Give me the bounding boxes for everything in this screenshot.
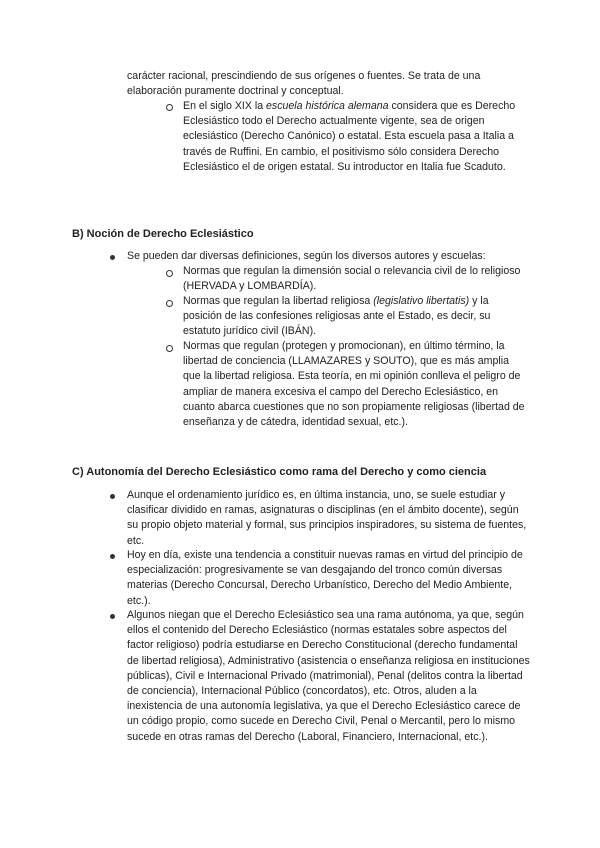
hollow-bullet-icon xyxy=(166,270,173,277)
section-b-sub-item-2: Normas que regulan la libertad religiosa (legislativo libertatis) y la posición de las confesiones religiosas ante el Estado, es decir, su estatuto jurídico civil (IBÁN). xyxy=(183,295,491,338)
section-b-sub-item-1: Normas que regulan la dimensión social o relevancia civil de lo religioso (HERVADA y LOMBARDÍA). xyxy=(183,265,521,293)
solid-bullet-icon xyxy=(110,494,115,499)
section-b-sub-item-3: Normas que regulan (protegen y promocionan), en último término, la libertad de conciencia (LLAMAZARES y SOUTO), que es más amplia que la libertad religiosa. Esta teoría, en mi opinión conlleva el peligro de ampliar de manera excesiva el campo del Derecho Eclesiástico, en cuanto abarca cuestiones que no son propiamente religiosas (libertad de enseñanza y de cátedra, identidad sexual, etc.). xyxy=(183,340,525,429)
section-c-bullet-3: Algunos niegan que el Derecho Eclesiástico sea una rama autónoma, ya que, según ellos el contenido del Derecho Eclesiástico (normas estatales sobre aspectos del factor religioso) podría estudiarse en Derecho Constitucional (derecho fundamental de libertad religiosa), Administrativo (asistencia o enseñanza religiosa en instituciones públicas), Civil e Internacional Privado (matrimonial), Penal (delitos contra la libertad de conciencia), Internacional Público (concordatos), etc. Otros, aluden a la inexistencia de una autonomía legislativa, ya que el Derecho Eclesiástico carece de un código propio, como sucede en Derecho Civil, Penal o Mercantil, pero lo mismo sucede en otras ramas del Derecho (Laboral, Financiero, Internacional, etc.). xyxy=(127,609,530,743)
section-c-bullet-1: Aunque el ordenamiento jurídico es, en última instancia, uno, se suele estudiar y clasificar dividido en ramas, asignaturas o disciplinas (en el ámbito docente), según su propio objeto material y formal, sus principios inspiradores, su sistema de fuentes, etc. xyxy=(127,489,527,547)
section-b-bullet: Se pueden dar diversas definiciones, según los diversos autores y escuelas: xyxy=(127,250,486,262)
intro-continuation: carácter racional, prescindiendo de sus orígenes o fuentes. Se trata de una elaboración puramente doctrinal y conceptual. xyxy=(127,70,481,98)
intro-sub-item: En el siglo XIX la escuela histórica alemana considera que es Derecho Eclesiástico todo el Derecho actualmente vigente, sea de origen eclesiástico (Derecho Canónico) o estatal. Esta escuela pasa a Italia a través de Ruffini. En cambio, el positivismo sólo considera Derecho Eclesiástico el de origen estatal. Su introductor en Italia fue Scaduto. xyxy=(183,100,516,173)
section-c-heading: C) Autonomía del Derecho Eclesiástico como rama del Derecho y como ciencia xyxy=(72,466,487,478)
section-b-heading: B) Noción de Derecho Eclesiástico xyxy=(72,228,254,240)
section-c-bullet-2: Hoy en día, existe una tendencia a constituir nuevas ramas en virtud del principio de especialización: progresivamente se van desgajando del tronco común diversas materias (Derecho Concursal, Derecho Urbanístico, Derecho del Medio Ambiente, etc.). xyxy=(127,549,523,607)
hollow-bullet-icon xyxy=(166,104,173,111)
hollow-bullet-icon xyxy=(166,300,173,307)
solid-bullet-icon xyxy=(110,554,115,559)
hollow-bullet-icon xyxy=(166,345,173,352)
solid-bullet-icon xyxy=(110,255,115,260)
solid-bullet-icon xyxy=(110,614,115,619)
